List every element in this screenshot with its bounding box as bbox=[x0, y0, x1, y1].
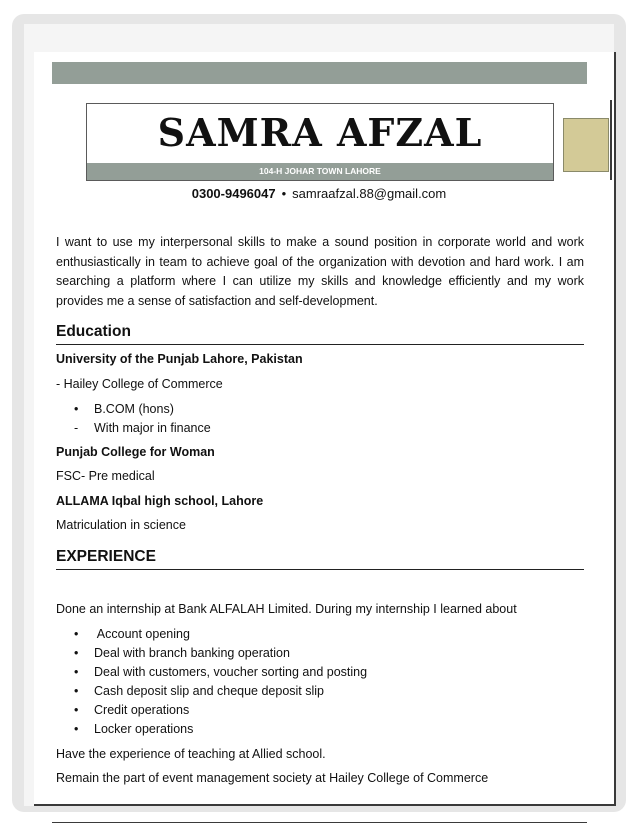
applicant-name: SAMRA AFZAL bbox=[157, 110, 483, 155]
list-item bbox=[74, 627, 190, 641]
degree-item: B.COM (hons) bbox=[94, 402, 174, 416]
college-detail: FSC- Pre medical bbox=[56, 469, 155, 483]
experience-heading: EXPERIENCE bbox=[56, 548, 584, 570]
education-heading: Education bbox=[56, 323, 584, 345]
phone-number: 0300-9496047 bbox=[191, 186, 276, 201]
major-item: With major in finance bbox=[94, 421, 211, 435]
bullet-marker: • bbox=[74, 402, 79, 416]
footer-rule bbox=[52, 822, 587, 823]
society-experience: Remain the part of event management society at Hailey College of Commerce bbox=[56, 771, 489, 785]
experience-item: Deal with branch banking operation bbox=[94, 646, 290, 660]
experience-item: Cash deposit slip and cheque deposit slip bbox=[94, 684, 325, 698]
list-item bbox=[74, 665, 367, 679]
bullet-marker: • bbox=[74, 665, 79, 679]
decorative-square bbox=[563, 118, 609, 172]
email-address: samraafzal.88@gmail.com bbox=[292, 186, 447, 201]
bullet-marker: • bbox=[74, 703, 79, 717]
college-name: Punjab College for Woman bbox=[56, 445, 215, 459]
teaching-experience: Have the experience of teaching at Allied school. bbox=[56, 747, 326, 761]
list-item bbox=[74, 646, 290, 660]
experience-intro: Done an internship at Bank ALFALAH Limited. During my internship I learned about bbox=[56, 602, 517, 616]
contact-separator: • bbox=[281, 186, 287, 201]
list-item bbox=[74, 722, 193, 736]
school-name: ALLAMA Iqbal high school, Lahore bbox=[56, 494, 264, 508]
objective-paragraph: I want to use my interpersonal skills to make a sound position in corporate world and work enthusiastically in team to achieve goal of the organization with devotion and hard work. I am searching a platform where I can utilize my skills and knowledge efficiently and my work provides me a sense of satisfaction and self-development. bbox=[56, 235, 584, 308]
bullet-marker: • bbox=[74, 627, 79, 641]
bullet-marker: • bbox=[74, 722, 79, 736]
list-item bbox=[74, 703, 189, 717]
experience-item: Account opening bbox=[94, 627, 190, 641]
dash-marker: - bbox=[74, 421, 79, 435]
university-name: University of the Punjab Lahore, Pakistan bbox=[56, 352, 303, 366]
school-detail: Matriculation in science bbox=[56, 518, 186, 532]
contact-line bbox=[0, 186, 638, 201]
address: 104-H JOHAR TOWN LAHORE bbox=[87, 163, 553, 180]
name-box bbox=[86, 103, 554, 181]
bullet-marker: • bbox=[74, 684, 79, 698]
experience-item: Locker operations bbox=[94, 722, 194, 736]
list-item bbox=[74, 402, 174, 416]
university-college: - Hailey College of Commerce bbox=[56, 377, 223, 391]
decorative-line bbox=[610, 100, 612, 180]
experience-item: Credit operations bbox=[94, 703, 190, 717]
experience-item: Deal with customers, voucher sorting and posting bbox=[94, 665, 368, 679]
list-item bbox=[74, 684, 324, 698]
header-bar bbox=[52, 62, 587, 84]
bullet-marker: • bbox=[74, 646, 79, 660]
list-item bbox=[74, 421, 211, 435]
